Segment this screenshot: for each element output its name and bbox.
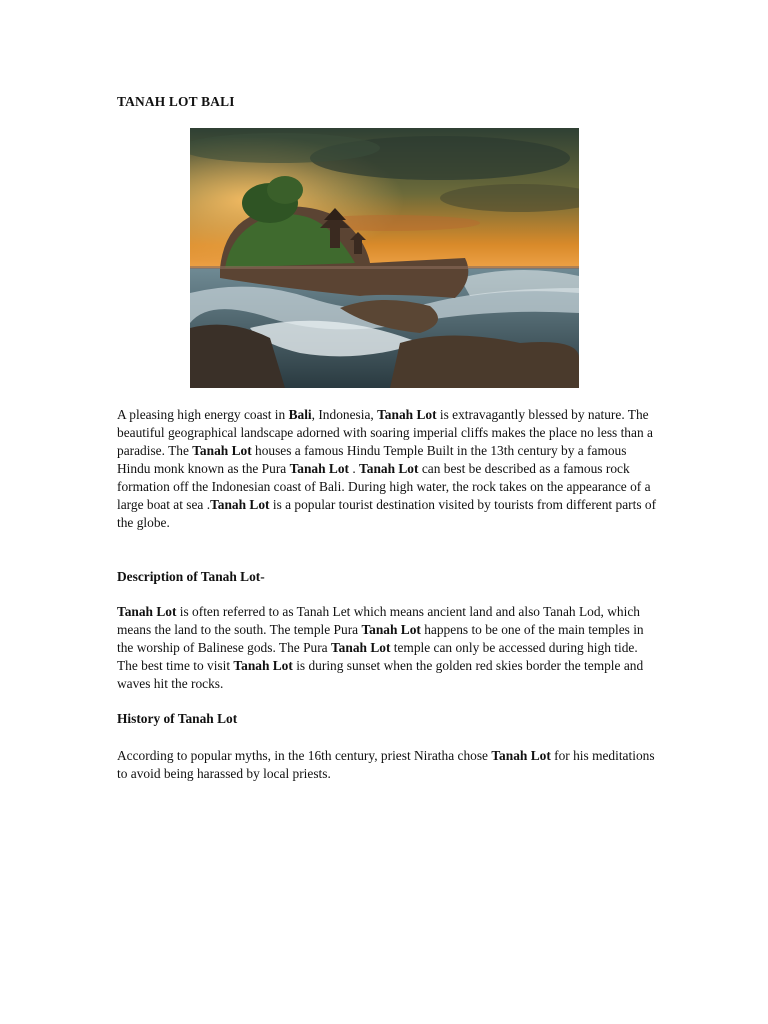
document-title: TANAH LOT BALI [117,94,235,109]
description-paragraph: Tanah Lot is often referred to as Tanah Let which means ancient land and also Tanah Lod, which means the land to the south. The temple Pura Tanah Lot happens to be one of the main temples in the worship of Balinese gods. The Pura Tanah Lot temple can only be accessed during high tide. The best time to visit Tanah Lot is during sunset when the golden red skies border the temple and waves hit the rocks. [117,604,644,691]
intro-paragraph: A pleasing high energy coast in Bali, Indonesia, Tanah Lot is extravagantly blessed by nature. The beautiful geographical landscape adorned with soaring imperial cliffs makes the place no less than a paradise. The Tanah Lot houses a famous Hindu Temple Built in the 13th century by a famous Hindu monk known as the Pura Tanah Lot . Tanah Lot can best be described as a famous rock formation off the Indonesian coast of Bali. During high water, the rock takes on the appearance of a large boat at sea .Tanah Lot is a popular tourist destination visited by tourists from different parts of the globe. [117,407,657,530]
tanah-lot-photo [190,128,579,388]
history-paragraph: According to popular myths, in the 16th century, priest Niratha chose Tanah Lot for his meditations to avoid being harassed by local priests. [117,748,655,781]
history-heading: History of Tanah Lot [117,711,238,726]
description-heading: Description of Tanah Lot- [117,569,265,584]
